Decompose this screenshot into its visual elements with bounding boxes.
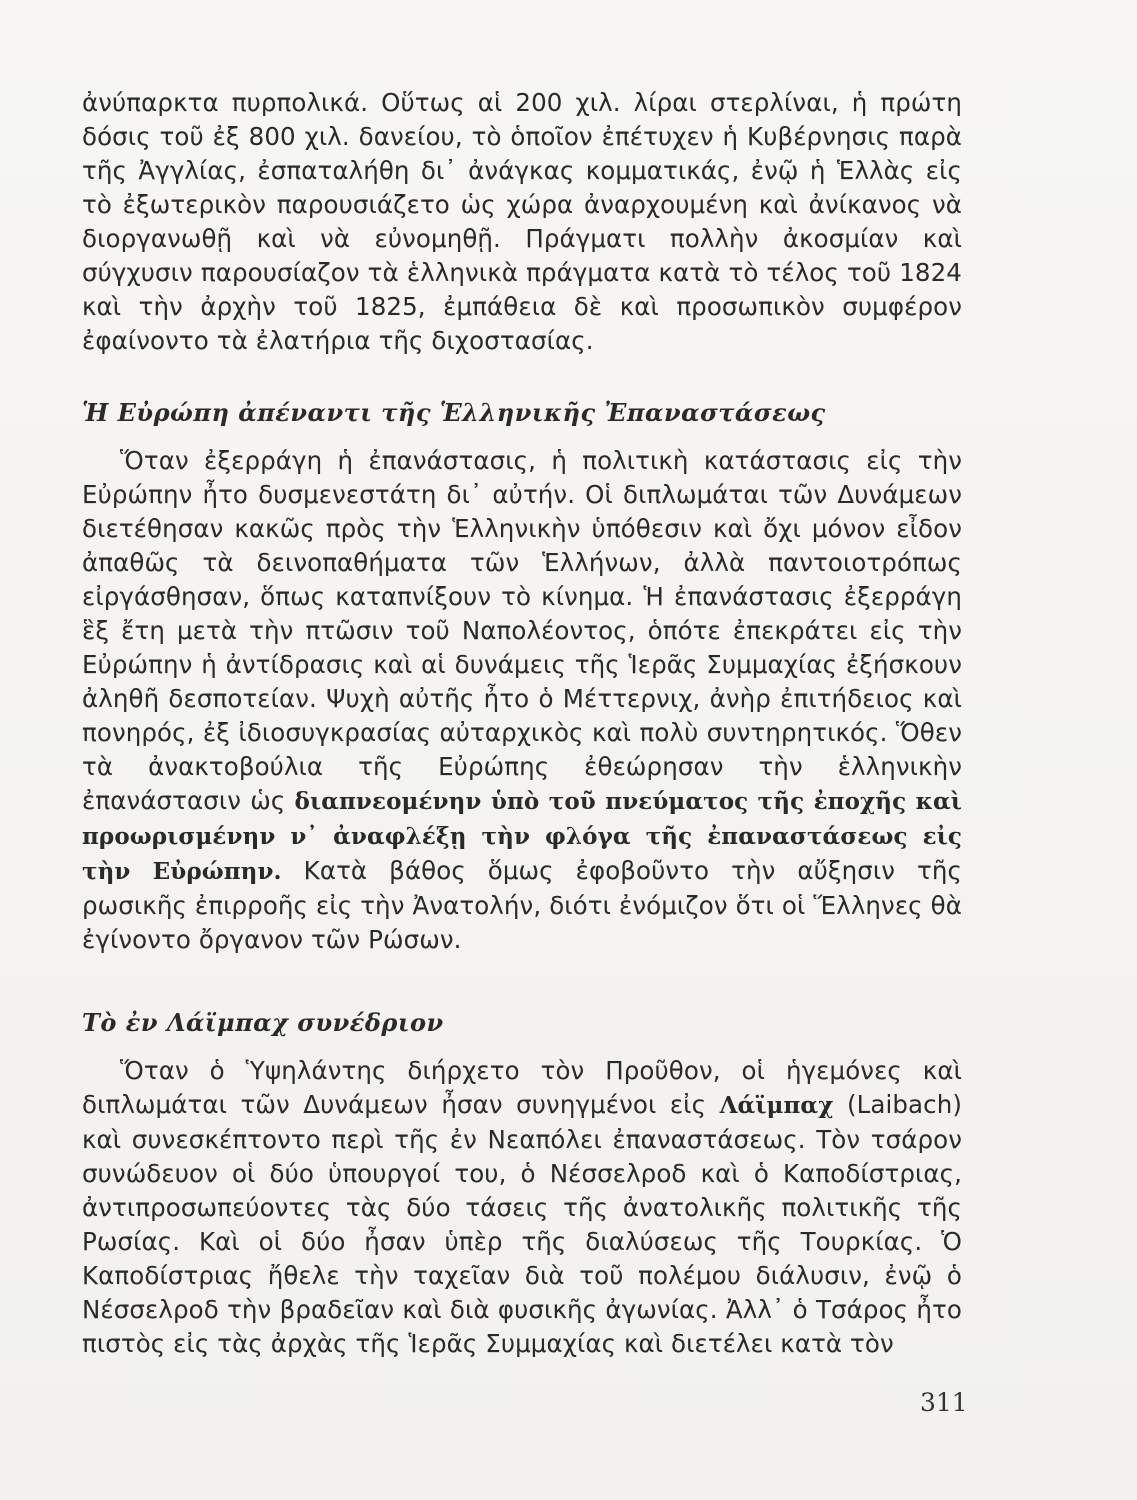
paragraph-3-bold: Λάϊμπαχ [719, 1092, 834, 1119]
paragraph-2 [82, 444, 962, 957]
paragraph-3 [82, 1054, 962, 1361]
paragraph-1-text: ἀνύπαρκτα πυρπολικά. Οὕτως αἱ 200 χιλ. λίραι στερλίναι, ἡ πρώτη δόσις τοῦ ἐξ 800 χιλ. δανείου, τὸ ὁποῖον ἐπέτυχεν ἡ Κυβέρνησις παρὰ τῆς Ἀγγλίας, ἐσπαταλήθη δι᾽ ἀνάγκας κομματικάς, ἐνῷ ἡ Ἑλλὰς εἰς τὸ ἐξωτερικὸν παρουσιάζετο ὡς χώρα ἀναρχουμένη καὶ ἀνίκανος νὰ διοργανωθῇ καὶ νὰ εὐνομηθῇ. Πράγματι πολλὴν ἀκοσμίαν καὶ σύγχυσιν παρουσίαζον τὰ ἑλληνικὰ πράγματα κατὰ τὸ τέλος τοῦ 1824 καὶ τὴν ἀρχὴν τοῦ 1825, ἐμπάθεια δὲ καὶ προσωπικὸν συμφέρον ἐφαίνοντο τὰ ἐλατήρια τῆς διχοστασίας. [82, 88, 962, 355]
page-number: 311 [920, 1388, 968, 1417]
paragraph-3-part1: Ὅταν ὁ Ὑψηλάντης διήρχετο τὸν Προῦθον, οἱ ἡγεμόνες καὶ διπλωμάται τῶν Δυνάμεων ἦσαν συνηγμένοι εἰς [82, 1056, 962, 1119]
paragraph-3-part2: (Laibach) καὶ συνεσκέπτοντο περὶ τῆς ἐν Νεαπόλει ἐπαναστάσεως. Τὸν τσάρον συνώδευον οἱ δύο ὑπουργοί του, ὁ Νέσσελροδ καὶ ὁ Καποδίστριας, ἀντιπροσωπεύοντες τὰς δύο τάσεις τῆς ἀνατολικῆς πολιτικῆς τῆς Ρωσίας. Καὶ οἱ δύο ἦσαν ὑπὲρ τῆς διαλύσεως τῆς Τουρκίας. Ὁ Καποδίστριας ἤθελε τὴν ταχεῖαν διὰ τοῦ πολέμου διάλυσιν, ἐνῷ ὁ Νέσσελροδ τὴν βραδεῖαν καὶ διὰ φυσικῆς ἀγωνίας. Ἀλλ᾽ ὁ Τσάρος ἦτο πιστὸς εἰς τὰς ἀρχὰς τῆς Ἱερᾶς Συμμαχίας καὶ διετέλει κατὰ τὸν [82, 1090, 963, 1358]
paragraph-1 [82, 86, 962, 358]
paragraph-2-text [82, 444, 962, 957]
section-heading-laibach: Τὸ ἐν Λάϊμπαχ συνέδριον [82, 1008, 444, 1037]
paragraph-2-part2: Κατὰ βάθος ὅμως ἐφοβοῦντο τὴν αὔξησιν τῆς ρωσικῆς ἐπιρροῆς εἰς τὴν Ἀνατολήν, διότι ἐνόμιζον ὅτι οἱ Ἕλληνες θὰ ἐγίνοντο ὄργανον τῶν Ρώσων. [82, 856, 963, 954]
paragraph-3-text [82, 1054, 962, 1361]
paragraph-2-bold: διαπνεομένην ὑπὸ τοῦ πνεύματος τῆς ἐποχῆς καὶ προωρισμένην ν᾽ ἀναφλέξῃ τὴν φλόγα τῆς ἐπαναστάσεως εἰς τὴν Εὐρώπην. [82, 788, 963, 885]
paragraph-2-part1: Ὅταν ἐξερράγη ἡ ἐπανάστασις, ἡ πολιτικὴ κατάστασις εἰς τὴν Εὐρώπην ἦτο δυσμενεστάτη δι᾽ αὐτήν. Οἱ διπλωμάται τῶν Δυνάμεων διετέθησαν κακῶς πρὸς τὴν Ἑλληνικὴν ὑπόθεσιν καὶ ὄχι μόνον εἶδον ἀπαθῶς τὰ δεινοπαθήματα τῶν Ἑλλήνων, ἀλλὰ παντοιοτρόπως εἰργάσθησαν, ὅπως καταπνίξουν τὸ κίνημα. Ἡ ἐπανάστασις ἐξερράγη ἓξ ἔτη μετὰ τὴν πτῶσιν τοῦ Ναπολέοντος, ὁπότε ἐπεκράτει εἰς τὴν Εὐρώπην ἡ ἀντίδρασις καὶ αἱ δυνάμεις τῆς Ἱερᾶς Συμμαχίας ἐξήσκουν ἀληθῆ δεσποτείαν. Ψυχὴ αὐτῆς ἦτο ὁ Μέττερνιχ, ἀνὴρ ἐπιτήδειος καὶ πονηρός, ἐξ ἰδιοσυγκρασίας αὐταρχικὸς καὶ πολὺ συντηρητικός. Ὅθεν τὰ ἀνακτοβούλια τῆς Εὐρώπης ἐθεώρησαν τὴν ἑλληνικὴν ἐπανάστασιν ὡς [82, 446, 962, 815]
section-heading-europe: Ἡ Εὐρώπη ἀπέναντι τῆς Ἑλληνικῆς Ἐπαναστάσεως [82, 398, 826, 427]
